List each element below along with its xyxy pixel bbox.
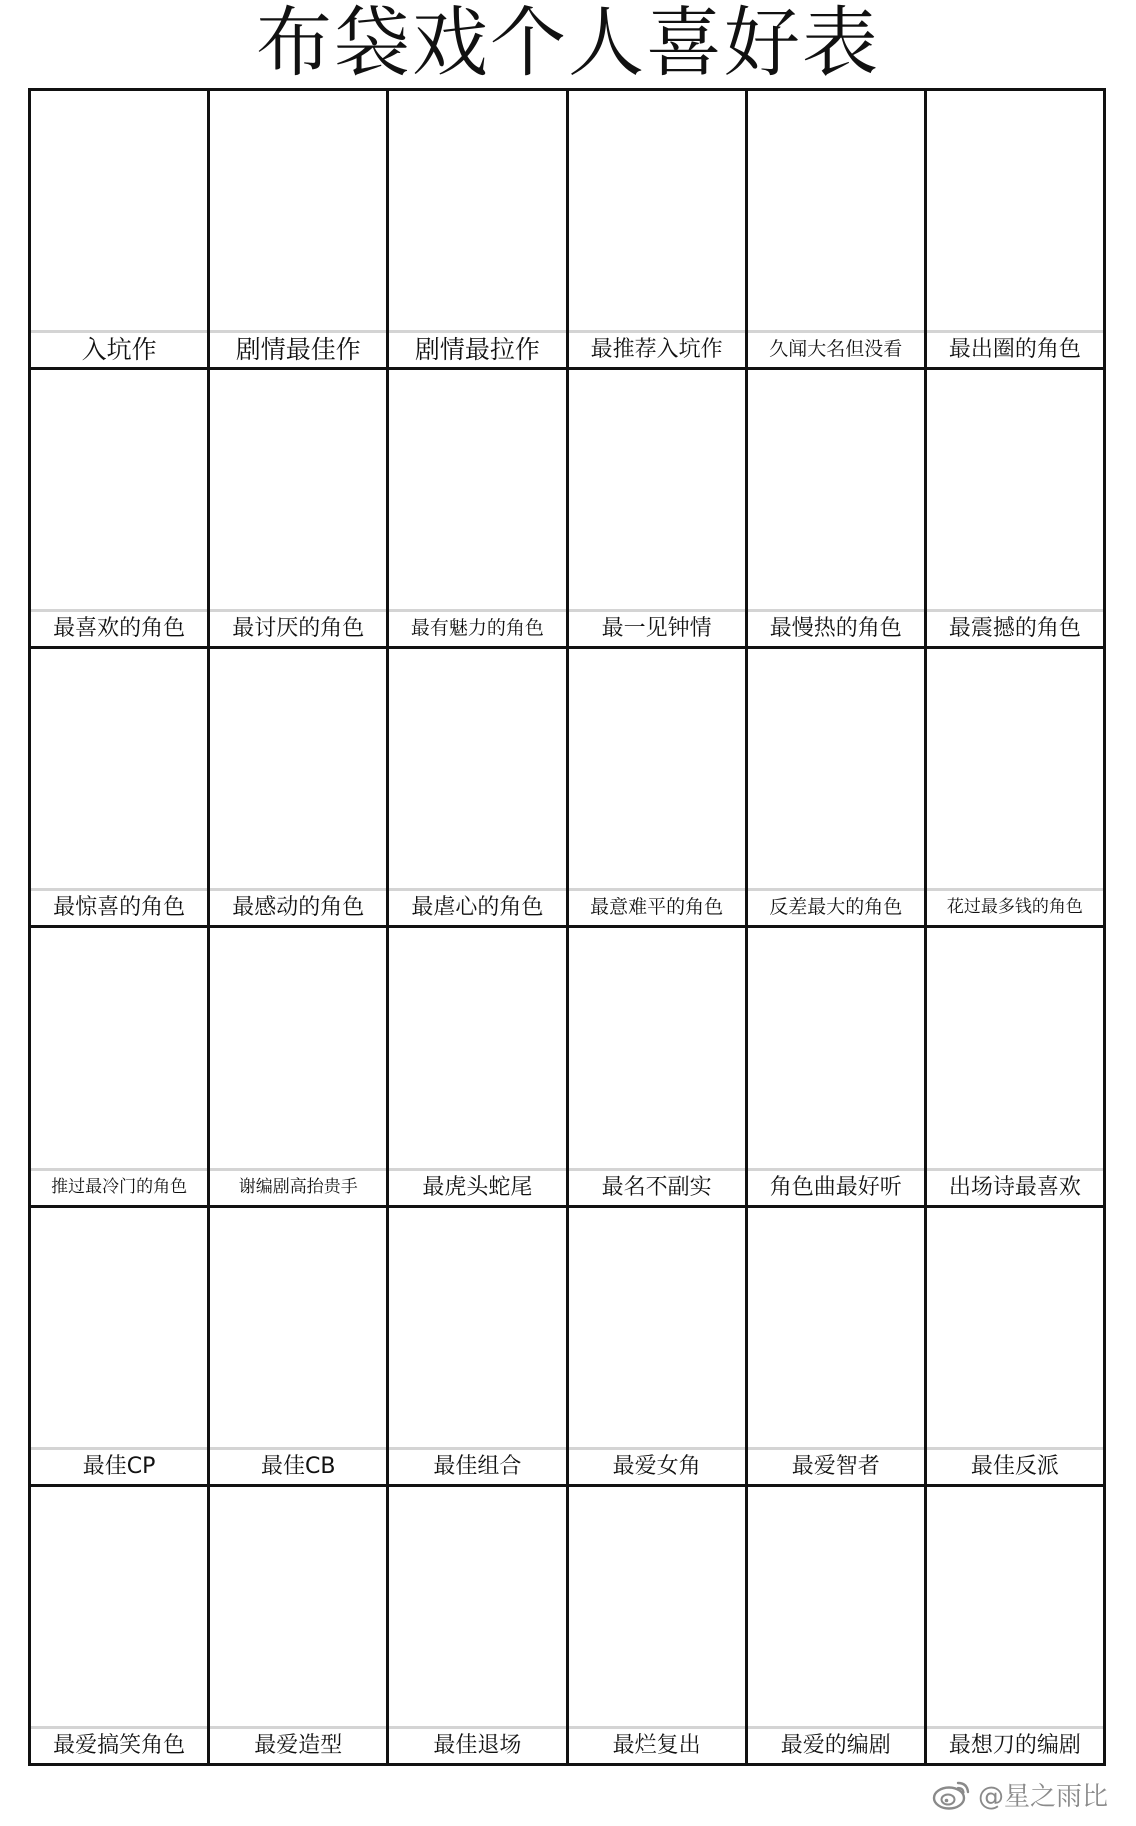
cell-label: 剧情最佳作 (210, 330, 386, 367)
cell-label: 最虎头蛇尾 (389, 1168, 565, 1205)
image-slot[interactable] (389, 370, 565, 609)
cell-label: 推过最冷门的角色 (31, 1168, 207, 1205)
grid-cell[interactable] (927, 928, 1106, 1207)
image-slot[interactable] (927, 91, 1103, 330)
grid-cell[interactable] (31, 1208, 210, 1487)
image-slot[interactable] (210, 649, 386, 888)
grid-cell[interactable] (569, 91, 748, 370)
grid-cell[interactable] (569, 370, 748, 649)
image-slot[interactable] (31, 1487, 207, 1726)
watermark-text: @星之雨比 (977, 1781, 1108, 1812)
cell-label: 最震撼的角色 (927, 609, 1103, 646)
cell-label: 最喜欢的角色 (31, 609, 207, 646)
image-slot[interactable] (748, 370, 924, 609)
cell-label: 最名不副实 (569, 1168, 745, 1205)
cell-label: 最讨厌的角色 (210, 609, 386, 646)
image-slot[interactable] (210, 1487, 386, 1726)
image-slot[interactable] (927, 649, 1103, 888)
image-slot[interactable] (389, 928, 565, 1167)
image-slot[interactable] (389, 1208, 565, 1447)
image-slot[interactable] (748, 649, 924, 888)
image-slot[interactable] (927, 1487, 1103, 1726)
image-slot[interactable] (389, 1487, 565, 1726)
grid-cell[interactable] (31, 649, 210, 928)
image-slot[interactable] (748, 928, 924, 1167)
grid-cell[interactable] (210, 928, 389, 1207)
grid-cell[interactable] (748, 91, 927, 370)
grid-cell[interactable] (927, 91, 1106, 370)
grid-cell[interactable] (748, 1208, 927, 1487)
cell-label: 入坑作 (31, 330, 207, 367)
cell-label: 最佳反派 (927, 1447, 1103, 1484)
cell-label: 最佳退场 (389, 1726, 565, 1763)
grid-cell[interactable] (389, 1208, 568, 1487)
grid-cell[interactable] (748, 649, 927, 928)
image-slot[interactable] (927, 928, 1103, 1167)
grid-cell[interactable] (569, 928, 748, 1207)
grid-cell[interactable] (31, 91, 210, 370)
watermark (932, 1774, 1108, 1814)
grid-cell[interactable] (927, 1487, 1106, 1766)
image-slot[interactable] (31, 91, 207, 330)
cell-label: 最佳CB (210, 1447, 386, 1484)
grid-cell[interactable] (210, 649, 389, 928)
cell-label: 最想刀的编剧 (927, 1726, 1103, 1763)
image-slot[interactable] (31, 1208, 207, 1447)
cell-label: 最虐心的角色 (389, 888, 565, 925)
image-slot[interactable] (389, 91, 565, 330)
grid-cell[interactable] (31, 1487, 210, 1766)
grid-cell[interactable] (31, 928, 210, 1207)
cell-label: 最惊喜的角色 (31, 888, 207, 925)
cell-label: 最感动的角色 (210, 888, 386, 925)
grid-cell[interactable] (927, 370, 1106, 649)
grid-cell[interactable] (569, 1208, 748, 1487)
image-slot[interactable] (569, 649, 745, 888)
cell-label: 最爱女角 (569, 1447, 745, 1484)
image-slot[interactable] (31, 649, 207, 888)
grid-cell[interactable] (389, 1487, 568, 1766)
image-slot[interactable] (569, 928, 745, 1167)
image-slot[interactable] (210, 370, 386, 609)
cell-label: 最爱搞笑角色 (31, 1726, 207, 1763)
page-title: 布袋戏个人喜好表 (256, 0, 880, 87)
grid-cell[interactable] (210, 1487, 389, 1766)
grid-cell[interactable] (569, 649, 748, 928)
image-slot[interactable] (927, 370, 1103, 609)
image-slot[interactable] (748, 91, 924, 330)
grid-cell[interactable] (31, 370, 210, 649)
cell-label: 角色曲最好听 (748, 1168, 924, 1205)
cell-label: 最一见钟情 (569, 609, 745, 646)
cell-label: 最有魅力的角色 (389, 609, 565, 646)
image-slot[interactable] (569, 1487, 745, 1726)
grid-cell[interactable] (748, 1487, 927, 1766)
grid-cell[interactable] (389, 370, 568, 649)
image-slot[interactable] (569, 1208, 745, 1447)
image-slot[interactable] (210, 91, 386, 330)
cell-label: 花过最多钱的角色 (927, 888, 1103, 925)
image-slot[interactable] (569, 91, 745, 330)
cell-label: 最爱造型 (210, 1726, 386, 1763)
cell-label: 最佳CP (31, 1447, 207, 1484)
cell-label: 谢编剧高抬贵手 (210, 1168, 386, 1205)
cell-label: 久闻大名但没看 (748, 330, 924, 367)
grid-cell[interactable] (210, 370, 389, 649)
cell-label: 最爱智者 (748, 1447, 924, 1484)
cell-label: 最爱的编剧 (748, 1726, 924, 1763)
image-slot[interactable] (210, 1208, 386, 1447)
grid-cell[interactable] (210, 1208, 389, 1487)
cell-label: 最佳组合 (389, 1447, 565, 1484)
grid-cell[interactable] (748, 370, 927, 649)
cell-label: 出场诗最喜欢 (927, 1168, 1103, 1205)
grid-cell[interactable] (389, 928, 568, 1207)
preference-grid (28, 88, 1106, 1766)
cell-label: 最推荐入坑作 (569, 330, 745, 367)
cell-label: 最慢热的角色 (748, 609, 924, 646)
image-slot[interactable] (927, 1208, 1103, 1447)
image-slot[interactable] (748, 1487, 924, 1726)
image-slot[interactable] (31, 928, 207, 1167)
image-slot[interactable] (389, 649, 565, 888)
grid-cell[interactable] (569, 1487, 748, 1766)
grid-cell[interactable] (389, 649, 568, 928)
image-slot[interactable] (569, 370, 745, 609)
grid-cell[interactable] (927, 649, 1106, 928)
cell-label: 最出圈的角色 (927, 330, 1103, 367)
image-slot[interactable] (31, 370, 207, 609)
cell-label: 最烂复出 (569, 1726, 745, 1763)
weibo-icon (932, 1777, 972, 1811)
cell-label: 反差最大的角色 (748, 888, 924, 925)
grid-cell[interactable] (748, 928, 927, 1207)
cell-label: 剧情最拉作 (389, 330, 565, 367)
grid-cell[interactable] (389, 91, 568, 370)
image-slot[interactable] (748, 1208, 924, 1447)
grid-cell[interactable] (927, 1208, 1106, 1487)
cell-label: 最意难平的角色 (569, 888, 745, 925)
image-slot[interactable] (210, 928, 386, 1167)
grid-cell[interactable] (210, 91, 389, 370)
